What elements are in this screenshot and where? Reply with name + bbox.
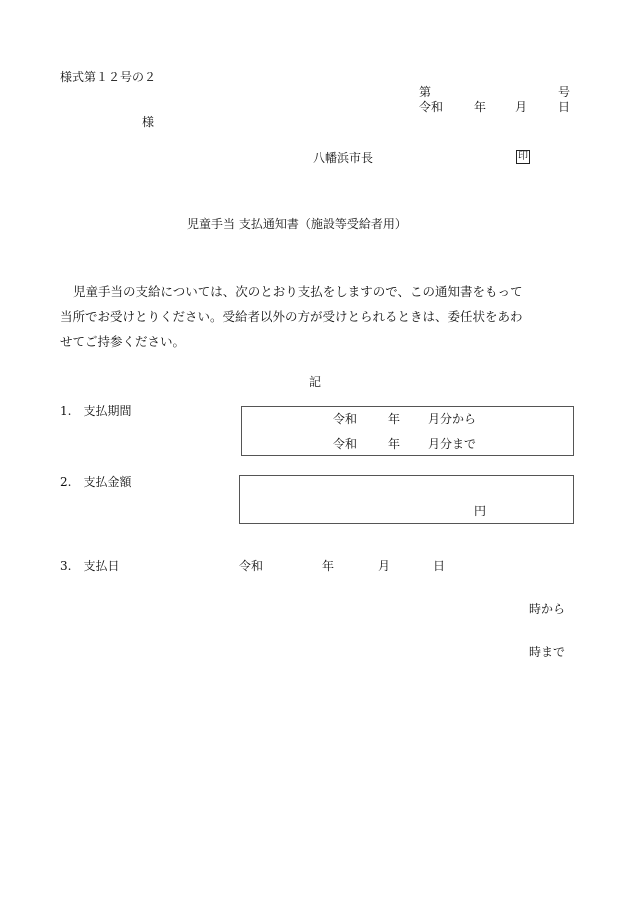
period-from-month: 月分から	[428, 412, 477, 426]
period-to-month: 月分まで	[428, 437, 477, 451]
body-line: 児童手当の支給については、次のとおり支払をしますので、この通知書をもって	[73, 284, 523, 299]
body-line: せてご持参ください。	[60, 334, 186, 349]
period-to-year: 年	[388, 437, 401, 451]
period-to-era: 令和	[333, 437, 358, 451]
ki-heading: 記	[309, 375, 322, 389]
document-number-suffix: 号	[558, 85, 571, 99]
date-day: 日	[558, 100, 571, 114]
document-number-prefix: 第	[419, 85, 432, 99]
period-box	[241, 406, 574, 456]
date-month: 月	[515, 100, 528, 114]
pay-date-era: 令和	[239, 559, 264, 573]
official-seal: 印	[518, 151, 528, 162]
pay-time-to: 時まで	[529, 645, 566, 659]
pay-date-year: 年	[322, 559, 335, 573]
pay-time-from: 時から	[529, 602, 566, 616]
amount-box	[239, 475, 574, 524]
sender-name: 八幡浜市長	[313, 151, 374, 165]
pay-date-month: 月	[378, 559, 391, 573]
date-era: 令和	[419, 100, 444, 114]
period-label: 1. 支払期間	[60, 404, 132, 418]
date-label: 3. 支払日	[60, 559, 120, 573]
form-number: 様式第１２号の２	[60, 70, 157, 84]
date-year: 年	[474, 100, 487, 114]
period-from-year: 年	[388, 412, 401, 426]
body-line: 当所でお受けとりください。受給者以外の方が受けとられるときは、委任状をあわ	[60, 309, 523, 324]
period-from-era: 令和	[333, 412, 358, 426]
amount-label: 2. 支払金額	[60, 475, 132, 489]
recipient-suffix: 様	[142, 115, 155, 129]
amount-yen: 円	[474, 504, 487, 518]
document-title: 児童手当 支払通知書（施設等受給者用）	[187, 217, 407, 231]
pay-date-day: 日	[433, 559, 446, 573]
body-paragraph	[60, 279, 580, 354]
